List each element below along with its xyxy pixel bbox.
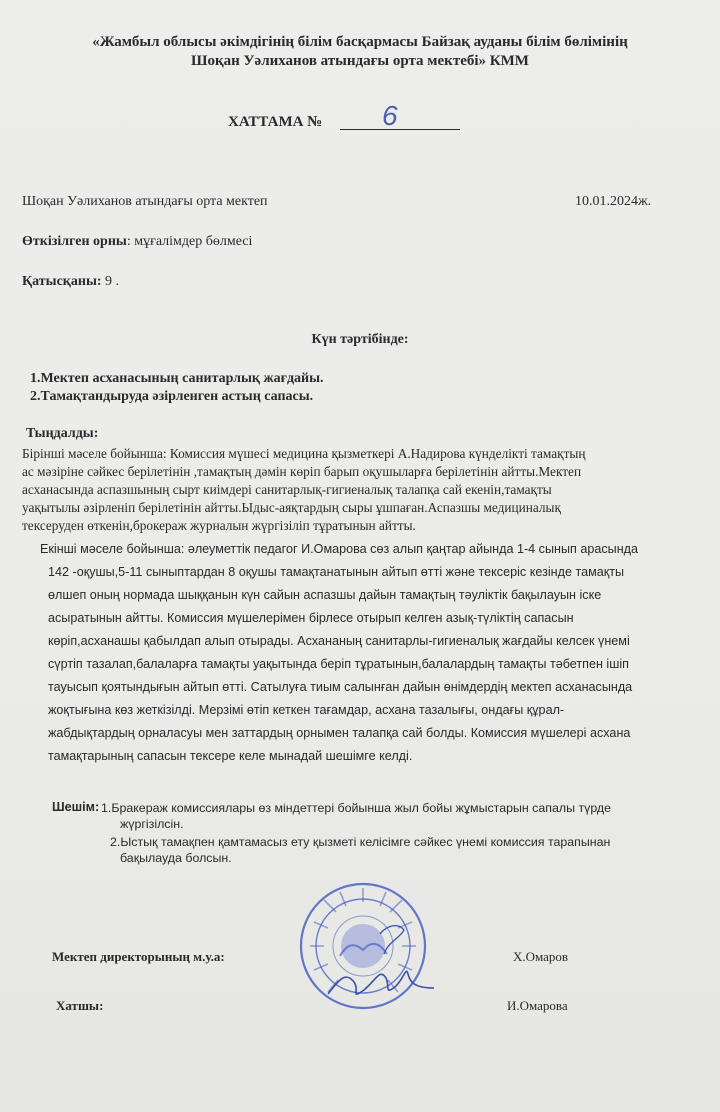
para2-line-3: өлшеп оның нормада шыққанын күн сайын аспазшы дайын тамақтың тәуліктік бақылауын іске (48, 588, 602, 602)
secretary-name: И.Омарова (507, 998, 568, 1013)
participants-label: Қатысқаны: (22, 274, 102, 289)
para1-line-2: ас мәзіріне сәйкес берілетінін ,тамақтың дәмін көріп барып оқушыларға берілетінін айтты.Мектеп (22, 464, 582, 479)
para1-line-1: Бірінші мәселе бойынша: Комиссия мүшесі медицина қызметкері А.Надирова күнделікті тамақтың (22, 446, 586, 461)
agenda-item-1: 1.Мектеп асханасының санитарлық жағдайы. (30, 371, 324, 386)
venue-line (22, 234, 252, 250)
director-label: Мектеп директорының м.у.а: (52, 949, 225, 964)
protocol-number: 6 (382, 100, 398, 131)
venue-value: : мұғалімдер бөлмесі (126, 234, 253, 249)
decision-item-2-cont: бақылауда болсын. (120, 851, 232, 865)
participants-line (22, 274, 119, 290)
agenda-title: Күн тәртібінде: (311, 332, 409, 347)
header-line-2: Шоқан Уәлиханов атындағы орта мектебі» КММ (191, 53, 529, 69)
para2-line-4: асыратынын айтты. Комиссия мүшелерімен бірлесе отырып келген азық-түліктің сапасын (48, 611, 574, 625)
decision-item-2: 2.Ыстық тамақпен қамтамасыз ету қызметі келісімге сәйкес үнемі комиссия тарапынан (110, 835, 611, 849)
decision-item-1: 1.Бракераж комиссиялары өз міндеттері бойынша жыл бойы жұмыстарын сапалы түрде (101, 801, 612, 815)
participants-value: 9 . (101, 274, 120, 289)
official-seal (288, 882, 438, 1010)
decision-item-1-cont: жүргізілсін. (120, 817, 184, 831)
decision-label: Шешім: (52, 800, 100, 814)
para2-line-1: Екінші мәселе бойынша: әлеуметтік педагог И.Омарова сөз алып қаңтар айында 1-4 сынып арасында (40, 542, 638, 556)
secretary-label: Хатшы: (56, 998, 104, 1013)
para2-line-2: 142 -оқушы,5-11 сыныптардан 8 оқушы тамақтанатынын айтып өтті және тексеріс кезінде тамақты (48, 565, 625, 579)
venue-label: Өткізілген орны (22, 234, 127, 249)
school-name: Шоқан Уәлиханов атындағы орта мектеп (22, 194, 268, 209)
para1-line-5: тексеруден өткенін,брокераж журналын жүргізіліп тұратынын айтты. (22, 518, 416, 533)
protocol-label: ХАТТАМА № (228, 114, 323, 130)
para2-line-6: сүртіп тазалап,балаларға тамақты уақытында беріп тұратынын,балалардың тамақты тәбетпен ішіп (48, 657, 629, 671)
para1-line-4: уақытылы әзірленіп берілетінін айтты.Ыдыс-аяқтардың сыры ұшпаған.Аспазшы медициналық (22, 500, 561, 515)
para2-line-10: тамақтарының сапасын тексере келе мынадай шешімге келді. (48, 749, 413, 763)
director-name: Х.Омаров (513, 949, 569, 964)
para1-line-3: асханасында аспазшының сырт киімдері санитарлық-гигиеналық талапқа сай екенін,тамақты (22, 482, 552, 497)
protocol-number-underline (340, 129, 460, 130)
para2-line-7: тауысып қоятындығын айтып өтті. Сатылуға тиым салынған дайын өнімдердің мектеп асханасында (48, 680, 633, 694)
listened-title: Тыңдалды: (26, 426, 99, 441)
header-line-1: «Жамбыл облысы әкімдігінің білім басқармасы Байзақ ауданы білім бөлімінің (92, 34, 628, 50)
para2-line-9: жабдықтардың орналасуы мен заттардың орнымен талапқа сай болды. Комиссия мүшелері асхана (48, 726, 631, 740)
document-date: 10.01.2024ж. (575, 194, 652, 209)
para2-line-5: көріп,асханашы қабылдап алып отырады. Асхананың санитарлы-гигиеналық жағдайы келсек үнемі (48, 634, 630, 648)
agenda-item-2: 2.Тамақтандыруда әзірленген астың сапасы. (30, 389, 314, 404)
para2-line-8: жоқтығына көз жеткізілді. Мерзімі өтіп кеткен тағамдар, асхана тазалығы, ондағы құрал- (48, 703, 565, 717)
